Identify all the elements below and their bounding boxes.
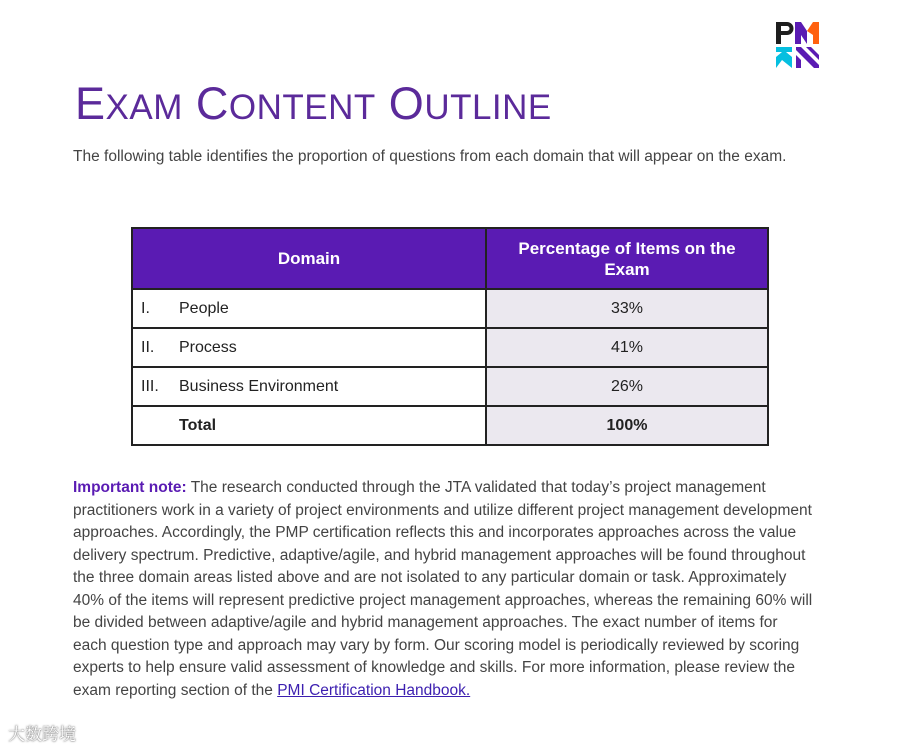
domain-cell [132,289,486,328]
domain-number: II. [141,338,155,356]
domain-cell [132,328,486,367]
total-label: Total [179,416,217,434]
domain-label: People [179,299,229,317]
domain-number: III. [141,377,159,395]
certification-handbook-link[interactable]: PMI Certification Handbook. [277,681,471,699]
percentage-cell: 33% [486,289,768,328]
table-row [132,328,768,367]
domain-label: Process [179,338,237,356]
table-row [132,367,768,406]
domain-label: Business Environment [179,377,339,395]
note-label: Important note: [73,479,187,496]
important-note [73,477,813,702]
percentage-cell: 41% [486,328,768,367]
pmi-logo [776,22,822,68]
domain-cell [132,367,486,406]
total-percentage-cell: 100% [486,406,768,445]
page-title: EXAM CONTENT OUTLINE [75,78,552,129]
watermark: 大数跨境 [8,725,76,744]
percentage-cell: 26% [486,367,768,406]
table-total-row [132,406,768,445]
domain-number: I. [141,299,150,317]
note-body: The research conducted through the JTA validated that today’s project management practitioners work in a variety of project environments and utilize different project management development approaches. Accordingly, the PMP certification reflects this and incorporates approaches across the value delivery spectrum. Predictive, adaptive/agile, and hybrid management approaches will be found throughout the three domain areas listed above and are not isolated to any particular domain or task. Approximately 40% of the items will represent predictive project management approaches, whereas the remaining 60% will be divided between adaptive/agile and hybrid management approaches. The exact number of items for each question type and approach may vary by form. Our scoring model is periodically reviewed by scoring experts to help ensure valid assessment of knowledge and skills. For more information, please review the exam reporting section of the [73,479,813,699]
header-domain: Domain [132,228,486,289]
total-cell [132,406,486,445]
table-row [132,289,768,328]
table-header-row [132,228,768,289]
intro-paragraph: The following table identifies the proportion of questions from each domain that will appear on the exam. [73,148,787,165]
header-percentage: Percentage of Items on the Exam [486,228,768,289]
exam-outline-table [131,227,769,446]
